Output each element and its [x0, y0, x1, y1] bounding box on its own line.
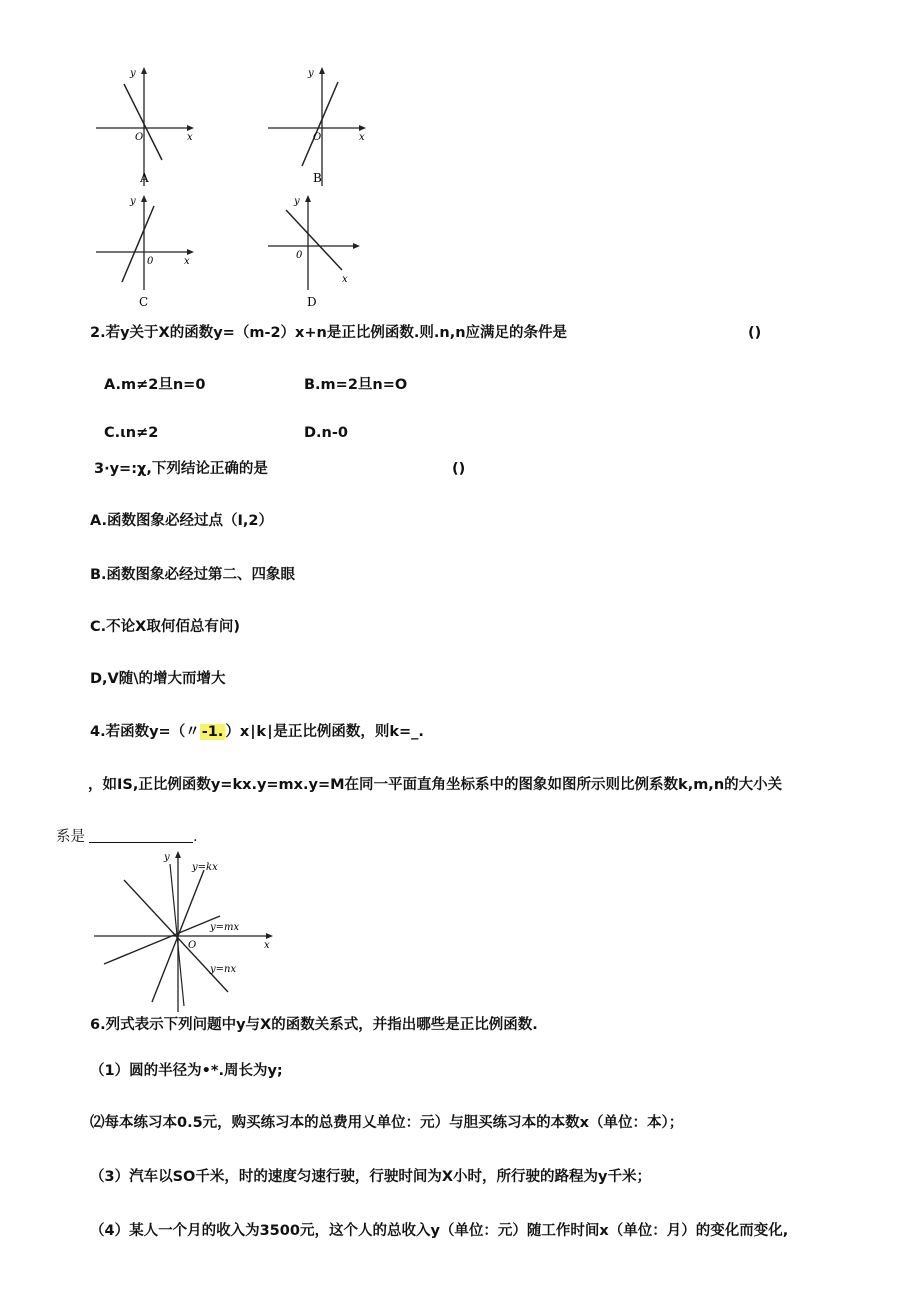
figure-label: B [313, 171, 322, 185]
question-2-option-b: B.m=2旦n=O [304, 377, 408, 393]
line-m [104, 916, 220, 964]
line-n-label: y=nx [210, 964, 237, 975]
question-4-pre: 4.若函数y=（〃 [90, 724, 200, 740]
origin-label: O [313, 132, 322, 143]
x-axis-label: x [184, 256, 190, 267]
question-3-answer-paren: () [452, 461, 466, 477]
origin-label: O [135, 132, 144, 143]
question-6-title: 6.列式表示下列问题中y与X的函数关系式，并指出哪些是正比例函数. [90, 1017, 538, 1033]
origin-label: 0 [147, 256, 154, 267]
x-axis-label: x [359, 132, 365, 143]
question-2-option-a: A.m≠2旦n=0 [104, 377, 206, 393]
question-4-text [90, 723, 424, 741]
question-2-answer-paren: () [748, 325, 762, 341]
graph-a [90, 62, 200, 190]
origin-label: O [188, 940, 197, 951]
question-3-text: 3·y=:χ,下列结论正确的是 [94, 461, 268, 477]
question-5-suffix: . [193, 829, 198, 845]
x-axis-label: x [264, 940, 270, 951]
question-2-option-d: D.n-0 [304, 425, 348, 441]
question-3-option-d: D,V随\的增大而增大 [90, 671, 226, 687]
y-axis-label: y [164, 852, 170, 863]
question-5-prefix: 系是 [56, 829, 85, 845]
question-3-option-a: A.函数图象必经过点（I,2） [90, 513, 273, 529]
question-6-item-3: （3）汽车以SO千米，时的速度匀速行驶，行驶时间为X小时，所行驶的路程为y千米； [90, 1169, 651, 1185]
line-k-label: y=kx [192, 862, 218, 873]
figure-label: D [307, 295, 317, 309]
question-2-text: 2.若y关于X的函数y=（m-2）x+n是正比例函数.则.n,n应满足的条件是 [90, 325, 568, 341]
question-5-line2 [56, 828, 198, 846]
figure-label: C [139, 295, 149, 309]
x-axis-label: x [187, 132, 193, 143]
answer-blank[interactable] [89, 828, 193, 843]
y-axis-label: y [130, 68, 136, 79]
question-4-post: ）x∣k∣是正比例函数，则k=_. [225, 724, 424, 740]
question-2-option-c: C.ιn≠2 [104, 425, 159, 441]
question-6-item-4: （4）某人一个月的收入为3500元，这个人的总收入y（单位：元）随工作时间x（单位：月）的变化而变化, [90, 1223, 789, 1239]
graph-question-5 [88, 846, 284, 1012]
question-3-option-b: B.函数图象必经过第二、四象眼 [90, 567, 296, 583]
question-6-item-2: ⑵每本练习本0.5元，购买练习本的总费用乂单位：元）与胆买练习本的本数x（单位：本）； [90, 1115, 684, 1131]
graph-c [90, 190, 200, 312]
origin-label: 0 [296, 250, 303, 261]
question-6-item-1: （1）圆的半径为•*.周长为y; [90, 1063, 283, 1079]
question-4-highlight: -1. [201, 724, 224, 740]
line-extra [170, 864, 184, 1006]
x-axis-label: x [342, 274, 348, 285]
graph-d [262, 190, 372, 312]
question-5-line1: ，如IS,正比例函数y=kx.y=mx.y=M在同一平面直角坐标系中的图象如图所示则比例系数k,m,n的大小关 [88, 777, 783, 793]
y-axis-label: y [294, 196, 300, 207]
line-m-label: y=mx [210, 922, 240, 933]
y-axis-label: y [130, 196, 136, 207]
question-3-option-c: C.不论X取何佰总有问) [90, 619, 240, 635]
y-axis-label: y [308, 68, 314, 79]
figure-label: A [140, 171, 149, 185]
graph-b [262, 62, 372, 190]
